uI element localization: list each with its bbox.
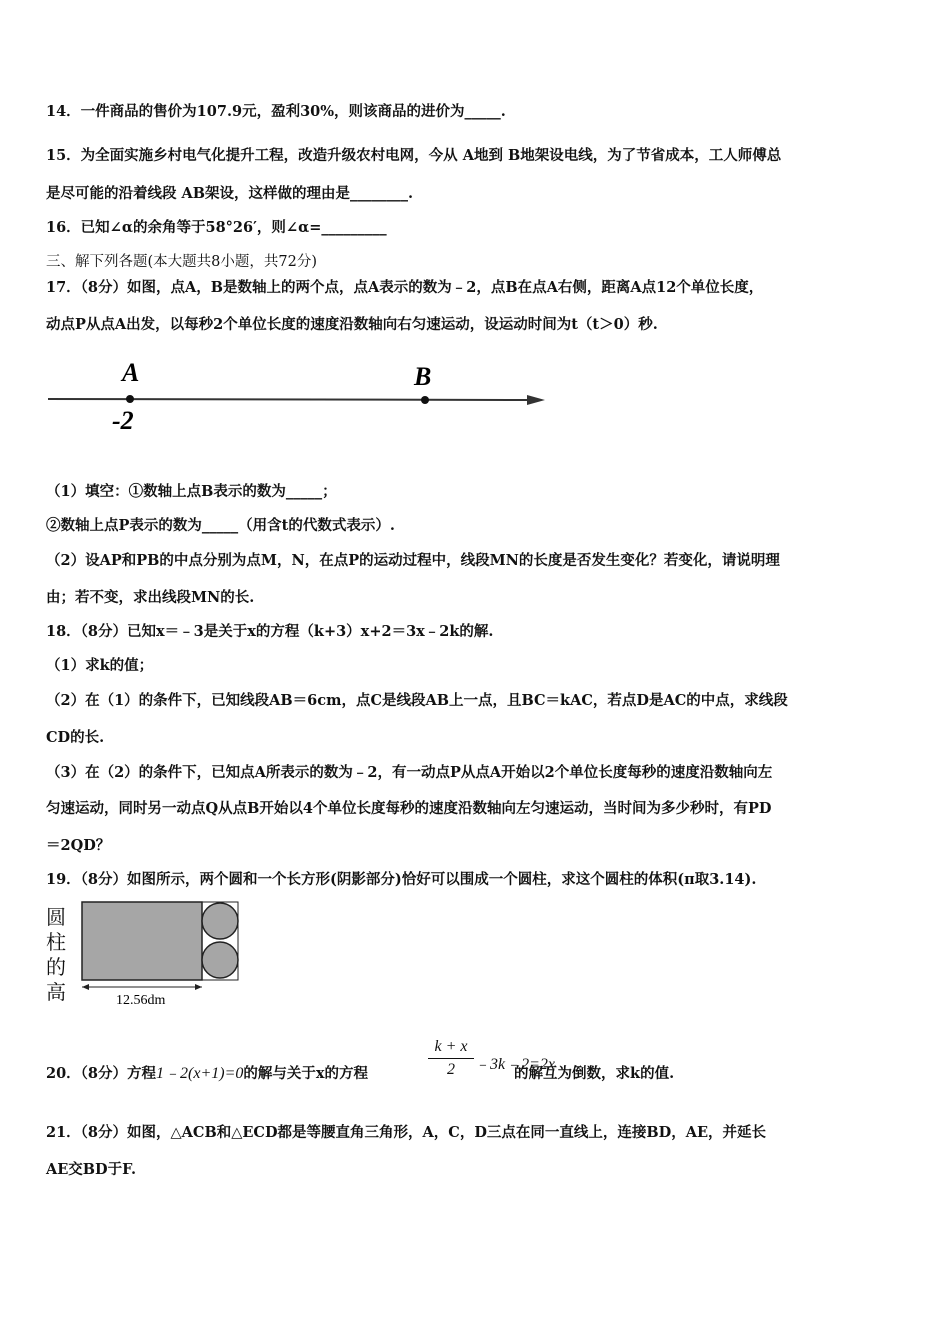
q20-prefix: 20．（8分）方程 — [46, 1065, 157, 1082]
q20-equation1: 1﹣2(x+1)=0 — [156, 1065, 244, 1082]
q18-part3-line3: ＝2QD？ — [46, 837, 111, 854]
q15-line1: 15．为全面实施乡村电气化提升工程，改造升级农村电网，今从 A地到 B地架设电线，为了节省成本，工人师傅总 — [46, 147, 782, 164]
q18-part2-line1: （2）在（1）的条件下，已知线段AB＝6cm，点C是线段AB上一点，且BC＝kAC，若点D是AC的中点，求线段 — [46, 692, 788, 709]
q20-fraction — [428, 1038, 474, 1079]
q21-line1: 21．（8分）如图，△ACB和△ECD都是等腰直角三角形，A，C，D三点在同一直线上，连接BD，AE，并延长 — [46, 1124, 767, 1141]
q16: 16．已知∠α的余角等于58°26′，则∠α=_________ — [46, 219, 387, 236]
q17-part1b: ②数轴上点P表示的数为_____（用含t的代数式表示）. — [46, 517, 395, 534]
height-char: 柱 — [46, 930, 66, 954]
cylinder-net-figure — [74, 898, 254, 1010]
dim-arrow-left-icon — [82, 984, 89, 990]
height-char: 圆 — [46, 905, 66, 929]
number-line — [48, 399, 535, 400]
dim-arrow-right-icon — [195, 984, 202, 990]
label-b: B — [414, 362, 432, 391]
bottom-circle — [202, 942, 238, 978]
height-char: 高 — [46, 980, 66, 1004]
q15-line2: 是尽可能的沿着线段 AB架设，这样做的理由是________. — [46, 185, 414, 202]
width-label: 12.56dm — [116, 993, 166, 1008]
q20-suffix: 的解互为倒数，求k的值. — [514, 1065, 675, 1082]
q14: 14．一件商品的售价为107.9元，盈利30%，则该商品的进价为_____. — [46, 103, 506, 120]
q20-middle: 的解与关于x的方程 — [243, 1065, 369, 1082]
q20 — [46, 1064, 674, 1084]
q17-line2: 动点P从点A出发，以每秒2个单位长度的速度沿数轴向右匀速运动，设运动时间为t（t＞0）秒. — [46, 316, 658, 333]
fraction-denominator: 2 — [447, 1061, 455, 1078]
fraction-numerator: k + x — [428, 1038, 474, 1059]
label-a: A — [122, 358, 140, 387]
q18-part2-line2: CD的长. — [46, 729, 105, 746]
q17-part2-line2: 由；若不变，求出线段MN的长. — [46, 589, 255, 606]
q17-part1: （1）填空：①数轴上点B表示的数为_____； — [46, 483, 337, 500]
number-line-figure — [40, 355, 560, 440]
point-b — [421, 396, 429, 404]
height-char: 的 — [46, 955, 66, 979]
q20-equation2-rest: ﹣3k﹣2=2x — [474, 1056, 556, 1073]
q18-part3-line1: （3）在（2）的条件下，已知点A所表示的数为﹣2，有一动点P从点A开始以2个单位长度每秒的速度沿数轴向左 — [46, 764, 773, 781]
section-heading: 三、解下列各题(本大题共8小题，共72分) — [46, 254, 317, 270]
cylinder-height-label — [46, 905, 70, 1005]
q21-line2: AE交BD于F. — [46, 1161, 137, 1178]
point-a — [126, 395, 134, 403]
q19-text: 19．（8分）如图所示，两个圆和一个长方形(阴影部分)恰好可以围成一个圆柱，求这个圆柱的体积(π取3.14). — [46, 871, 757, 888]
q17-line1: 17．（8分）如图，点A，B是数轴上的两个点，点A表示的数为﹣2，点B在点A右侧，距离A点12个单位长度， — [46, 279, 764, 296]
q18-part1: （1）求k的值； — [46, 657, 154, 674]
arrow-head-icon — [527, 395, 545, 405]
label-a-value: -2 — [112, 406, 134, 435]
q18-line1: 18．（8分）已知x＝﹣3是关于x的方程（k+3）x+2＝3x﹣2k的解. — [46, 623, 494, 640]
q17-part2-line1: （2）设AP和PB的中点分别为点M，N，在点P的运动过程中，线段MN的长度是否发生变化？若变化，请说明理 — [46, 552, 780, 569]
shaded-rectangle — [82, 902, 202, 980]
top-circle — [202, 903, 238, 939]
q18-part3-line2: 匀速运动，同时另一动点Q从点B开始以4个单位长度每秒的速度沿数轴向左匀速运动，当时间为多少秒时，有PD — [46, 800, 772, 817]
